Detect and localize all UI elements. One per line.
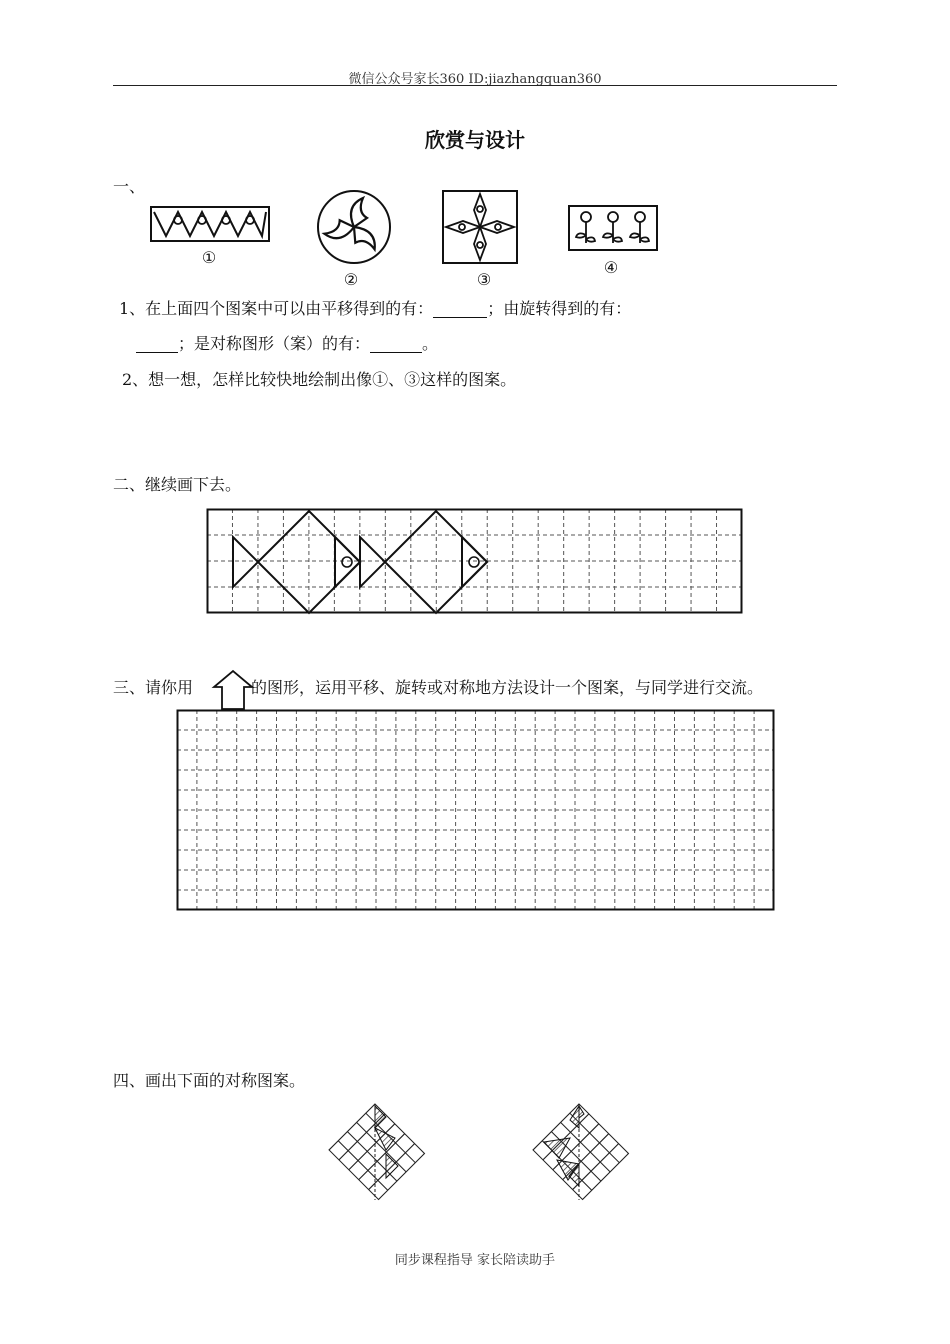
question-1-line2 (136, 331, 438, 354)
symmetry-diamond-1[interactable] (320, 1102, 430, 1202)
question-2: 2、想一想，怎样比较快地绘制出像①、③这样的图案。 (122, 370, 517, 389)
section2-label: 二、继续画下去。 (113, 475, 242, 494)
figure-4-flowers (568, 205, 658, 251)
question-1-prefix: 1、在上面四个图案中可以由平移得到的有： (119, 299, 434, 318)
answer-blank-symmetry[interactable] (370, 336, 422, 353)
header-divider (113, 85, 837, 86)
figure-2-label: ② (343, 270, 359, 289)
symmetry-diamond-2[interactable] (524, 1102, 634, 1202)
question-1-line1 (119, 296, 631, 319)
arrow-shape-icon (212, 669, 254, 711)
grid2-dashed-lines (207, 509, 742, 613)
page-header: 微信公众号家长360 ID:jiazhangquan360 (348, 72, 602, 87)
page-title: 欣赏与设计 (425, 128, 525, 152)
section3-after: 的图形，运用平移、旋转或对称地方法设计一个图案，与同学进行交流。 (251, 678, 764, 697)
figure-1-label: ① (201, 248, 217, 267)
grid3-dashed-lines (177, 710, 774, 910)
figure-1-crowns (150, 206, 270, 242)
answer-blank-rotation[interactable] (136, 336, 178, 353)
section3-before: 三、请你用 (113, 678, 194, 697)
answer-blank-translation[interactable] (433, 301, 487, 318)
fish-pattern-grid[interactable] (207, 509, 742, 613)
figure-3-diamond-cross (442, 190, 518, 264)
section1-label: 一、 (113, 177, 146, 196)
question-1-line2-lead: ；是对称图形（案）的有： (178, 334, 371, 353)
question-1-end: 。 (422, 334, 439, 353)
question-1-mid: ；由旋转得到的有： (487, 299, 632, 318)
figure-3-label: ③ (476, 270, 492, 289)
figure-2-pinwheel (315, 188, 393, 266)
design-grid[interactable] (177, 710, 774, 910)
page-footer: 同步课程指导 家长陪读助手 (394, 1253, 556, 1268)
figure-4-label: ④ (603, 258, 619, 277)
section4-label: 四、画出下面的对称图案。 (113, 1071, 306, 1090)
